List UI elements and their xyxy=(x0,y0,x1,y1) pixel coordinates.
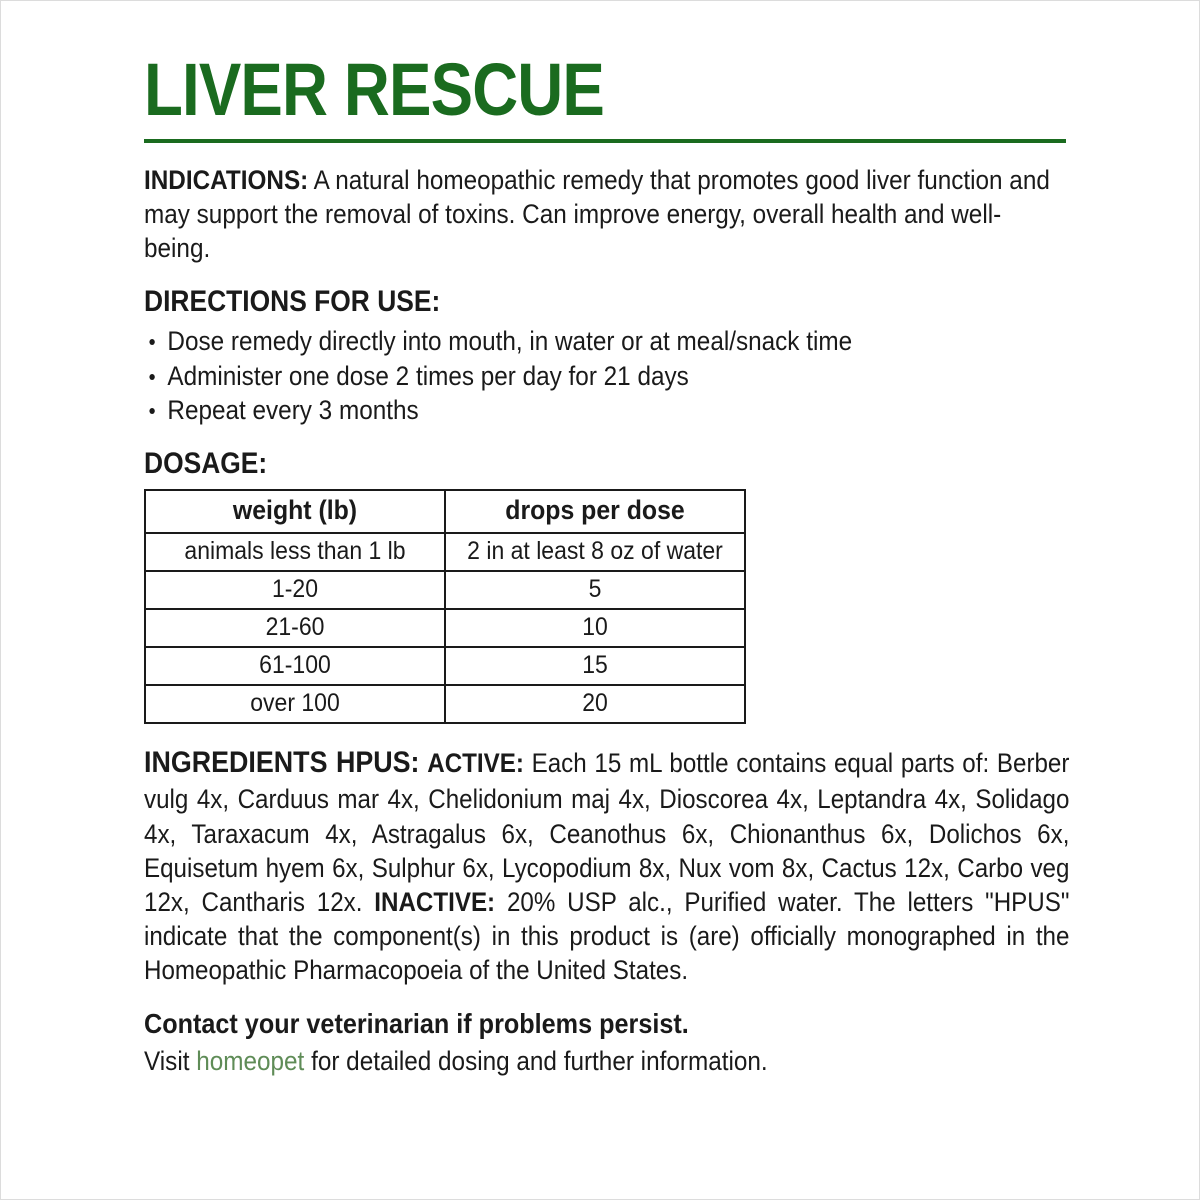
table-cell-drops xyxy=(445,533,745,571)
ingredients-section xyxy=(144,744,1070,987)
table-cell-weight-label: 1-20 xyxy=(271,575,319,604)
title-divider xyxy=(144,139,1066,143)
ingredients-active-label: ACTIVE: xyxy=(427,748,524,779)
visit-suffix: for detailed dosing and further information. xyxy=(304,1045,768,1076)
footer-section xyxy=(144,1007,1066,1077)
table-cell-drops-label: 2 in at least 8 oz of water xyxy=(467,537,723,566)
dosage-heading: DOSAGE: xyxy=(144,447,268,481)
list-item: Administer one dose 2 times per day for 21 days xyxy=(144,359,974,393)
directions-section xyxy=(144,285,1066,427)
list-item: Repeat every 3 months xyxy=(144,393,974,427)
column-header-weight xyxy=(145,490,445,533)
list-item: Dose remedy directly into mouth, in water or at meal/snack time xyxy=(144,324,974,358)
dosage-table xyxy=(144,489,746,724)
dosage-table-wrapper xyxy=(144,489,1066,724)
visit-prefix: Visit xyxy=(144,1045,197,1076)
table-row xyxy=(145,609,745,647)
table-cell-drops xyxy=(445,571,745,609)
table-cell-drops-label: 15 xyxy=(582,651,608,680)
table-cell-weight xyxy=(145,533,445,571)
indications-paragraph xyxy=(144,163,1066,265)
label-content xyxy=(144,48,1070,1077)
vet-warning: Contact your veterinarian if problems persist. xyxy=(144,1008,689,1040)
table-cell-drops xyxy=(445,685,745,723)
table-cell-weight-label: animals less than 1 lb xyxy=(184,537,406,566)
table-cell-weight-label: over 100 xyxy=(250,689,340,718)
visit-line xyxy=(144,1045,974,1077)
ingredients-inactive-text: 20% USP alc., Purified water. The letters "HPUS" indicate that the component(s) in this product is (are) officially monographed in the Homeopathic Pharmacopoeia of the United States. xyxy=(144,886,1070,986)
table-cell-weight xyxy=(145,647,445,685)
column-header-drops xyxy=(445,490,745,533)
directions-list xyxy=(144,324,1066,427)
table-cell-drops-label: 10 xyxy=(582,613,608,642)
ingredients-paragraph xyxy=(144,744,1069,987)
table-cell-drops-label: 20 xyxy=(582,689,608,718)
table-row xyxy=(145,571,745,609)
table-cell-weight xyxy=(145,609,445,647)
table-cell-drops xyxy=(445,609,745,647)
table-cell-weight xyxy=(145,685,445,723)
table-row xyxy=(145,647,745,685)
indications-text: A natural homeopathic remedy that promotes good liver function and may support the removal of toxins. Can improve energy, overall health and well-being. xyxy=(144,165,1050,264)
ingredients-active-text: Each 15 mL bottle contains equal parts of: Berber vulg 4x, Carduus mar 4x, Chelidonium maj 4x, Dioscorea 4x, Leptandra 4x, Solidago 4x, Taraxacum 4x, Astragalus 6x, Ceanothus 6x, Chionanthus 6x, Dolichos 6x, Equisetum hyem 6x, Sulphur 6x, Lycopodium 8x, Nux vom 8x, Cactus 12x, Carbo veg 12x, Cantharis 12x. xyxy=(144,748,1070,917)
table-cell-drops xyxy=(445,647,745,685)
table-cell-weight xyxy=(145,571,445,609)
column-header-weight-label: weight (lb) xyxy=(232,495,358,526)
table-cell-weight-label: 61-100 xyxy=(259,651,331,680)
table-row xyxy=(145,685,745,723)
directions-heading: DIRECTIONS FOR USE: xyxy=(144,285,441,319)
table-header-row xyxy=(145,490,745,533)
dosage-section xyxy=(144,447,1066,724)
column-header-drops-label: drops per dose xyxy=(505,495,685,526)
table-cell-weight-label: 21-60 xyxy=(265,613,325,642)
table-cell-drops-label: 5 xyxy=(588,575,602,604)
ingredients-heading: INGREDIENTS HPUS: xyxy=(144,746,420,780)
homeopet-link[interactable]: homeopet xyxy=(196,1045,305,1076)
page-title: LIVER RESCUE xyxy=(144,48,604,131)
table-row xyxy=(145,533,745,571)
indications-section xyxy=(144,163,1066,265)
indications-heading: INDICATIONS: xyxy=(144,165,309,196)
ingredients-inactive-label: INACTIVE: xyxy=(374,886,496,917)
